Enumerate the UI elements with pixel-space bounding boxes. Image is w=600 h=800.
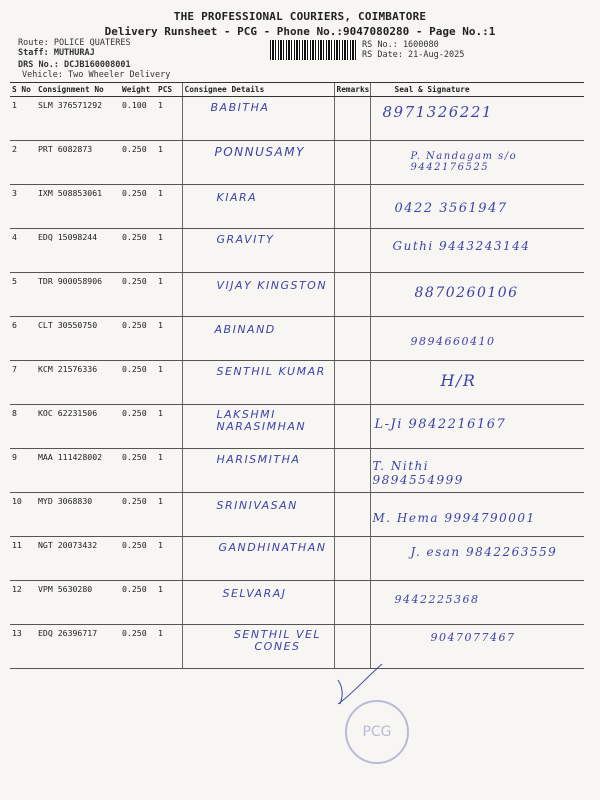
signature-text: 9047077467 <box>430 631 516 644</box>
col-header-consignment: Consignment No <box>36 83 120 97</box>
cell-remarks <box>334 141 370 185</box>
consignee-name: VIJAY KINGSTON <box>216 279 328 292</box>
cell-weight: 0.250 <box>120 537 156 581</box>
cell-weight: 0.100 <box>120 97 156 141</box>
cell-weight: 0.250 <box>120 581 156 625</box>
cell-consignment: SLM 376571292 <box>36 97 120 141</box>
signature-text: M. Hema 9994790001 <box>372 511 536 525</box>
cell-signature <box>370 581 584 625</box>
table-row <box>10 581 584 625</box>
table-header-row <box>10 83 584 97</box>
cell-consignee <box>182 273 334 317</box>
table-row <box>10 273 584 317</box>
consignee-name: BABITHA <box>210 101 270 114</box>
cell-weight: 0.250 <box>120 449 156 493</box>
barcode <box>270 40 358 60</box>
table-row <box>10 229 584 273</box>
cell-pcs: 1 <box>156 317 182 361</box>
cell-signature <box>370 185 584 229</box>
vehicle-label: Vehicle: Two Wheeler Delivery <box>22 70 171 80</box>
signature-text: J. esan 9842263559 <box>410 545 558 559</box>
cell-pcs: 1 <box>156 229 182 273</box>
cell-weight: 0.250 <box>120 493 156 537</box>
cell-consignee <box>182 493 334 537</box>
cell-remarks <box>334 449 370 493</box>
cell-consignment: EDQ 15098244 <box>36 229 120 273</box>
cell-consignee <box>182 581 334 625</box>
cell-sno: 6 <box>10 317 36 361</box>
cell-remarks <box>334 317 370 361</box>
cell-remarks <box>334 581 370 625</box>
cell-weight: 0.250 <box>120 361 156 405</box>
pcg-stamp <box>345 700 409 764</box>
cell-signature <box>370 317 584 361</box>
cell-signature <box>370 141 584 185</box>
table-row <box>10 97 584 141</box>
cell-signature <box>370 493 584 537</box>
cell-weight: 0.250 <box>120 317 156 361</box>
table-row <box>10 537 584 581</box>
col-header-pcs: PCS <box>156 83 182 97</box>
cell-consignee <box>182 97 334 141</box>
cell-consignment: IXM 508853061 <box>36 185 120 229</box>
cell-signature <box>370 229 584 273</box>
cell-signature <box>370 97 584 141</box>
cell-signature <box>370 273 584 317</box>
cell-weight: 0.250 <box>120 141 156 185</box>
cell-weight: 0.250 <box>120 185 156 229</box>
table-row <box>10 317 584 361</box>
cell-sno: 2 <box>10 141 36 185</box>
signature-text: 8971326221 <box>382 103 493 121</box>
cell-sno: 8 <box>10 405 36 449</box>
runsheet-subtitle: Delivery Runsheet - PCG - Phone No.:9047080280 - Page No.:1 <box>104 25 496 38</box>
cell-pcs: 1 <box>156 581 182 625</box>
cell-sno: 12 <box>10 581 36 625</box>
cell-consignment: MYD 3068830 <box>36 493 120 537</box>
cell-consignment: MAA 111428002 <box>36 449 120 493</box>
col-header-weight: Weight <box>120 83 156 97</box>
consignee-name: SENTHIL VEL CONES <box>233 628 322 653</box>
signature-text: 9894660410 <box>410 335 496 348</box>
cell-pcs: 1 <box>156 141 182 185</box>
table-row <box>10 493 584 537</box>
table-row <box>10 185 584 229</box>
consignee-name: HARISMITHA <box>216 453 301 466</box>
cell-pcs: 1 <box>156 185 182 229</box>
cell-pcs: 1 <box>156 449 182 493</box>
consignee-name: KIARA <box>216 191 258 204</box>
cell-signature <box>370 537 584 581</box>
table-row <box>10 141 584 185</box>
signature-text: Guthi 9443243144 <box>392 239 531 253</box>
cell-pcs: 1 <box>156 625 182 669</box>
cell-remarks <box>334 97 370 141</box>
runsheet-table <box>10 82 584 669</box>
cell-consignment: NGT 20073432 <box>36 537 120 581</box>
cell-sno: 1 <box>10 97 36 141</box>
stamp-text: PCG <box>362 724 392 740</box>
cell-sno: 4 <box>10 229 36 273</box>
cell-pcs: 1 <box>156 405 182 449</box>
rs-number: RS No.: 1600080 <box>362 40 439 50</box>
drs-number: DRS No.: DCJB160008001 <box>18 60 131 70</box>
table-row <box>10 449 584 493</box>
cell-sno: 5 <box>10 273 36 317</box>
cell-consignee <box>182 625 334 669</box>
signature-text: P. Nandagam s/o 9442176525 <box>410 151 518 173</box>
cell-consignee <box>182 405 334 449</box>
cell-consignee <box>182 449 334 493</box>
signature-text: L-Ji 9842216167 <box>374 417 507 432</box>
consignee-name: PONNUSAMY <box>214 145 305 159</box>
cell-consignment: PRT 6082873 <box>36 141 120 185</box>
signature-text: T. Nithi 9894554999 <box>372 459 464 487</box>
cell-signature <box>370 361 584 405</box>
cell-remarks <box>334 493 370 537</box>
cell-consignee <box>182 229 334 273</box>
cell-remarks <box>334 361 370 405</box>
cell-consignee <box>182 317 334 361</box>
cell-weight: 0.250 <box>120 405 156 449</box>
cell-pcs: 1 <box>156 361 182 405</box>
col-header-remarks: Remarks <box>334 83 370 97</box>
consignee-name: LAKSHMI NARASIMHAN <box>216 408 307 433</box>
cell-remarks <box>334 185 370 229</box>
cell-pcs: 1 <box>156 97 182 141</box>
col-header-consignee: Consignee Details <box>182 83 334 97</box>
cell-signature <box>370 405 584 449</box>
signature-text: 9442225368 <box>394 593 480 606</box>
cell-pcs: 1 <box>156 273 182 317</box>
consignee-name: GRAVITY <box>216 233 275 246</box>
staff-label: Staff: MUTHURAJ <box>18 48 95 58</box>
consignee-name: SENTHIL KUMAR <box>216 365 326 378</box>
cell-weight: 0.250 <box>120 273 156 317</box>
cell-remarks <box>334 405 370 449</box>
cell-consignee <box>182 141 334 185</box>
cell-signature <box>370 625 584 669</box>
col-header-signature: Seal & Signature <box>370 83 584 97</box>
consignee-name: SELVARAJ <box>222 587 287 600</box>
cell-consignment: KOC 62231506 <box>36 405 120 449</box>
rs-date: RS Date: 21-Aug-2025 <box>362 50 465 60</box>
cell-signature <box>370 449 584 493</box>
cell-remarks <box>334 229 370 273</box>
signature-text: H/R <box>440 371 477 390</box>
table-row <box>10 405 584 449</box>
cell-weight: 0.250 <box>120 625 156 669</box>
cell-sno: 7 <box>10 361 36 405</box>
table-row <box>10 361 584 405</box>
col-header-sno: S No <box>10 83 36 97</box>
cell-sno: 9 <box>10 449 36 493</box>
cell-sno: 13 <box>10 625 36 669</box>
cell-sno: 11 <box>10 537 36 581</box>
consignee-name: SRINIVASAN <box>216 499 298 512</box>
cell-consignment: CLT 30550750 <box>36 317 120 361</box>
table-row <box>10 625 584 669</box>
consignee-name: GANDHINATHAN <box>218 541 327 554</box>
cell-consignment: TDR 900058906 <box>36 273 120 317</box>
cell-sno: 3 <box>10 185 36 229</box>
cell-consignment: EDQ 26396717 <box>36 625 120 669</box>
cell-consignee <box>182 361 334 405</box>
cell-remarks <box>334 273 370 317</box>
cell-pcs: 1 <box>156 537 182 581</box>
cell-weight: 0.250 <box>120 229 156 273</box>
cell-remarks <box>334 537 370 581</box>
cell-consignment: KCM 21576336 <box>36 361 120 405</box>
cell-consignee <box>182 185 334 229</box>
cell-consignee <box>182 537 334 581</box>
signature-text: 8870260106 <box>414 285 519 301</box>
cell-pcs: 1 <box>156 493 182 537</box>
company-title: THE PROFESSIONAL COURIERS, COIMBATORE <box>173 10 427 23</box>
consignee-name: ABINAND <box>214 323 276 336</box>
cell-sno: 10 <box>10 493 36 537</box>
route-label: Route: POLICE QUATERES <box>18 38 131 48</box>
signature-text: 0422 3561947 <box>394 201 508 216</box>
cell-consignment: VPM 5630280 <box>36 581 120 625</box>
